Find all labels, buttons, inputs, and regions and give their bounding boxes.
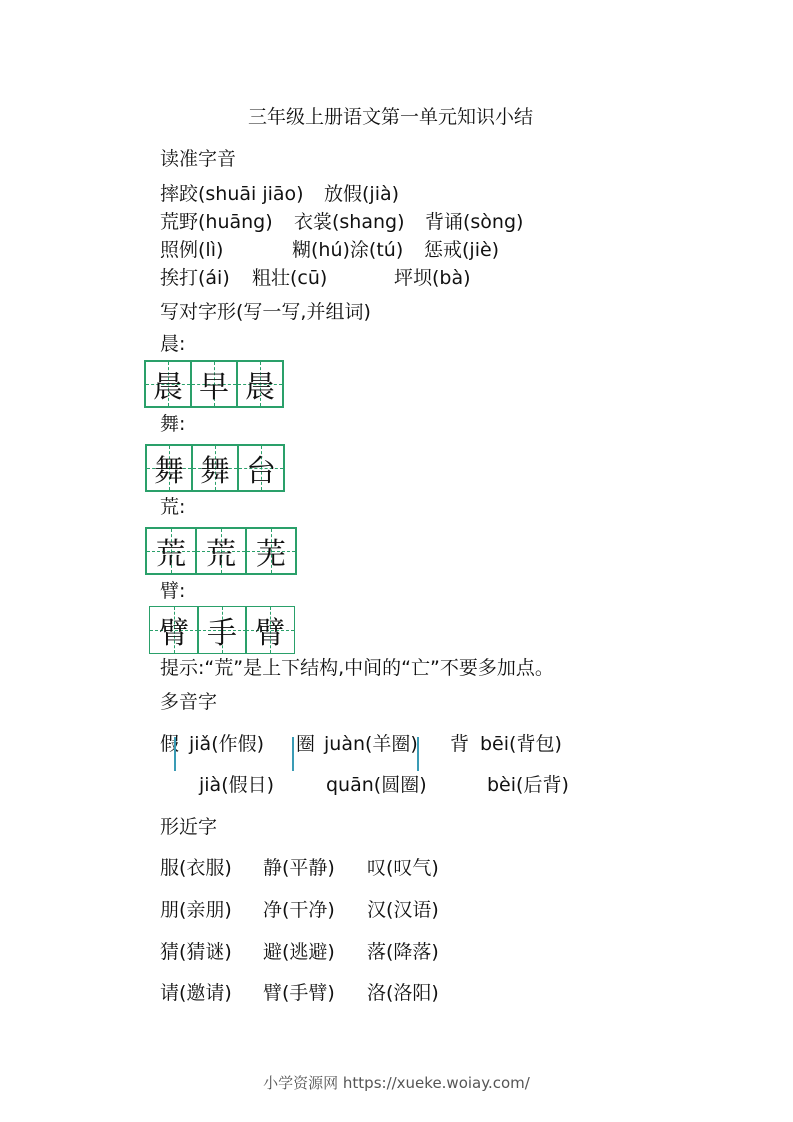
writing-label: 荒: — [160, 496, 186, 518]
grid-char: 舞 — [200, 454, 230, 489]
similar-item: 猜(猜谜) — [160, 941, 232, 963]
writing-grid — [145, 527, 295, 575]
grid-char: 舞 — [154, 454, 184, 489]
grid-cell — [149, 606, 199, 654]
grid-cell — [190, 360, 238, 408]
writing-label: 臂: — [160, 580, 186, 602]
grid-char: 臂 — [255, 616, 285, 651]
pronounce-item: 粗壮(cū) — [252, 267, 328, 289]
grid-cell — [144, 360, 192, 408]
writing-grid — [149, 606, 293, 654]
grid-cell — [145, 444, 193, 492]
grid-cell — [197, 606, 247, 654]
pronounce-item: 挨打(ái) — [160, 267, 230, 289]
pronounce-item: 放假(jià) — [324, 183, 400, 205]
writing-grid — [145, 444, 283, 492]
pronounce-item: 照例(lì) — [160, 239, 224, 261]
grid-char: 晨 — [245, 370, 275, 405]
grid-char: 臂 — [159, 616, 189, 651]
grid-cell — [245, 606, 295, 654]
similar-item: 静(平静) — [263, 857, 335, 879]
section-heading-write: 写对字形(写一写,并组词) — [160, 301, 371, 323]
similar-item: 服(衣服) — [160, 857, 232, 879]
grid-char: 早 — [199, 370, 229, 405]
polyphone-reading: quān(圆圈) — [326, 774, 427, 796]
similar-item: 净(干净) — [263, 899, 335, 921]
polyphone-char: 背 — [450, 733, 470, 755]
grid-cell — [195, 527, 247, 575]
page-title: 三年级上册语文第一单元知识小结 — [248, 106, 534, 128]
polyphone-reading: bèi(后背) — [487, 774, 569, 796]
similar-item: 洛(洛阳) — [367, 982, 439, 1004]
pronounce-item: 惩戒(jiè) — [424, 239, 500, 261]
grid-cell — [245, 527, 297, 575]
section-heading-pronounce: 读准字音 — [160, 148, 237, 170]
similar-item: 汉(汉语) — [367, 899, 439, 921]
hint-text: 提示:“荒”是上下结构,中间的“亡”不要多加点。 — [160, 657, 554, 679]
polyphone-reading: jiǎ(作假) — [189, 733, 265, 755]
brace-icon — [174, 737, 179, 771]
polyphone-reading: jià(假日) — [199, 774, 275, 796]
grid-cell — [145, 527, 197, 575]
brace-icon — [417, 737, 422, 771]
similar-item: 请(邀请) — [160, 982, 232, 1004]
grid-char: 荒 — [156, 537, 186, 572]
grid-char: 荒 — [206, 537, 236, 572]
polyphone-char: 假 — [160, 733, 180, 755]
similar-item: 臂(手臂) — [263, 982, 335, 1004]
footer-watermark: 小学资源网 https://xueke.woiay.com/ — [263, 1074, 530, 1092]
grid-char: 晨 — [153, 370, 183, 405]
writing-label: 晨: — [160, 333, 186, 355]
pronounce-item: 背诵(sòng) — [425, 211, 524, 233]
grid-char: 手 — [207, 616, 237, 651]
section-heading-similar: 形近字 — [160, 816, 218, 838]
grid-char: 芜 — [256, 537, 286, 572]
grid-cell — [237, 444, 285, 492]
similar-item: 落(降落) — [367, 941, 439, 963]
pronounce-item: 糊(hú)涂(tú) — [292, 239, 404, 261]
writing-label: 舞: — [160, 413, 186, 435]
writing-grid — [144, 360, 282, 408]
pronounce-item: 衣裳(shang) — [294, 211, 405, 233]
similar-item: 朋(亲朋) — [160, 899, 232, 921]
pronounce-item: 摔跤(shuāi jiāo) — [160, 183, 304, 205]
polyphone-reading: bēi(背包) — [480, 733, 562, 755]
polyphone-reading: juàn(羊圈) — [324, 733, 418, 755]
pronounce-item: 坪坝(bà) — [394, 267, 471, 289]
grid-char: 台 — [246, 454, 276, 489]
section-heading-polyphone: 多音字 — [160, 691, 218, 713]
grid-cell — [191, 444, 239, 492]
grid-cell — [236, 360, 284, 408]
polyphone-char: 圈 — [296, 733, 316, 755]
pronounce-item: 荒野(huāng) — [160, 211, 273, 233]
similar-item: 避(逃避) — [263, 941, 335, 963]
similar-item: 叹(叹气) — [367, 857, 439, 879]
